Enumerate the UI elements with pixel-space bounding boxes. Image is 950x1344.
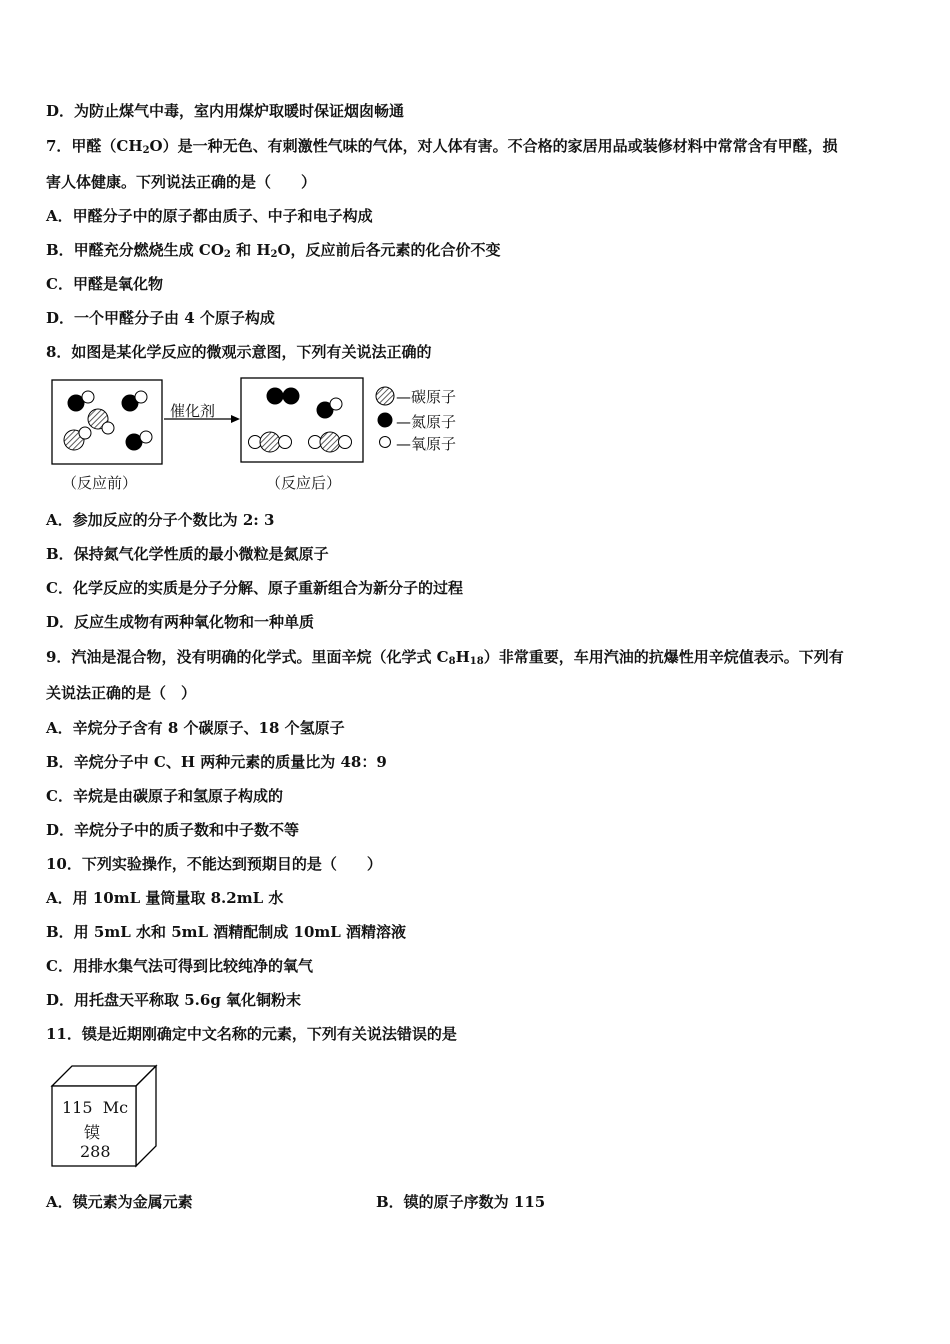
q7-option-b: B．甲醛充分燃烧生成 $CO_2$ 和 $H_2O$，反应前后各元素的化合价不变 (46, 241, 501, 260)
element-number: 115 (62, 1098, 93, 1117)
q7-stem-line1: 7．甲醛$(CH_2O)$是一种无色、有刺激性气味的气体，对人体有害。不合格的家居用品或装修材料中常常含有甲醛，损 (46, 137, 838, 156)
q7-option-d: D．一个甲醛分子由 4 个原子构成 (46, 309, 275, 327)
q6-option-d: D．为防止煤气中毒，室内用煤炉取暖时保证烟囱畅通 (46, 102, 405, 120)
q7-option-c: C．甲醛是氧化物 (46, 275, 163, 293)
before-caption: （反应前） (62, 474, 138, 492)
q10-option-d: D．用托盘天平称取 5.6g 氧化铜粉末 (46, 991, 302, 1009)
q10-stem: 10．下列实验操作，不能达到预期目的是（ ） (46, 855, 382, 873)
legend-carbon-symbol (376, 387, 394, 405)
q8-option-c: C．化学反应的实质是分子分解、原子重新组合为新分子的过程 (46, 579, 463, 597)
legend-nitrogen: —氮原子 (396, 413, 457, 431)
element-number-symbol (62, 1098, 128, 1117)
legend-oxygen: —氧原子 (396, 435, 457, 453)
q7-option-a: A．甲醛分子中的原子都由质子、中子和电子构成 (46, 207, 373, 225)
after-box (241, 378, 363, 462)
q11-option-a: A．镆元素为金属元素 (46, 1193, 193, 1211)
q8-stem: 8．如图是某化学反应的微观示意图，下列有关说法正确的 (46, 343, 432, 361)
legend-carbon: —碳原子 (396, 388, 457, 406)
q8-option-d: D．反应生成物有两种氧化物和一种单质 (46, 613, 315, 631)
after-caption: （反应后） (266, 474, 342, 492)
catalyst-label: 催化剂 (170, 402, 216, 420)
q11-stem: 11．镆是近期刚确定中文名称的元素，下列有关说法错误的是 (46, 1025, 457, 1043)
legend-nitrogen-symbol (378, 413, 393, 428)
q9-option-c: C．辛烷是由碳原子和氢原子构成的 (46, 787, 283, 805)
q9-stem-line2: 关说法正确的是（ ） (46, 684, 197, 702)
element-name: 镆 (84, 1123, 101, 1142)
q9-option-b: B．辛烷分子中 C、H 两种元素的质量比为 48：9 (46, 753, 387, 771)
q9-option-d: D．辛烷分子中的质子数和中子数不等 (46, 821, 300, 839)
element-mass: 288 (80, 1142, 111, 1161)
legend-oxygen-symbol (380, 437, 391, 448)
q7-stem-line2: 害人体健康。下列说法正确的是（ ） (46, 173, 317, 191)
q9-stem-line1: 9．汽油是混合物，没有明确的化学式。里面辛烷（化学式 $C_8H_{18}$）非常重要，车用汽油的抗爆性用辛烷值表示。下列有 (46, 648, 844, 667)
q11-option-b: B．镆的原子序数为 115 (376, 1193, 546, 1211)
element-symbol: Mc (102, 1098, 129, 1117)
q9-option-a: A．辛烷分子含有 8 个碳原子、18 个氢原子 (46, 719, 345, 737)
q8-option-a: A．参加反应的分子个数比为 2: 3 (46, 511, 275, 529)
q10-option-a: A．用 10mL 量筒量取 8.2mL 水 (46, 889, 284, 907)
q10-option-c: C．用排水集气法可得到比较纯净的氧气 (46, 957, 313, 975)
q8-option-b: B．保持氮气化学性质的最小微粒是氮原子 (46, 545, 329, 563)
q10-option-b: B．用 5mL 水和 5mL 酒精配制成 10mL 酒精溶液 (46, 923, 407, 941)
